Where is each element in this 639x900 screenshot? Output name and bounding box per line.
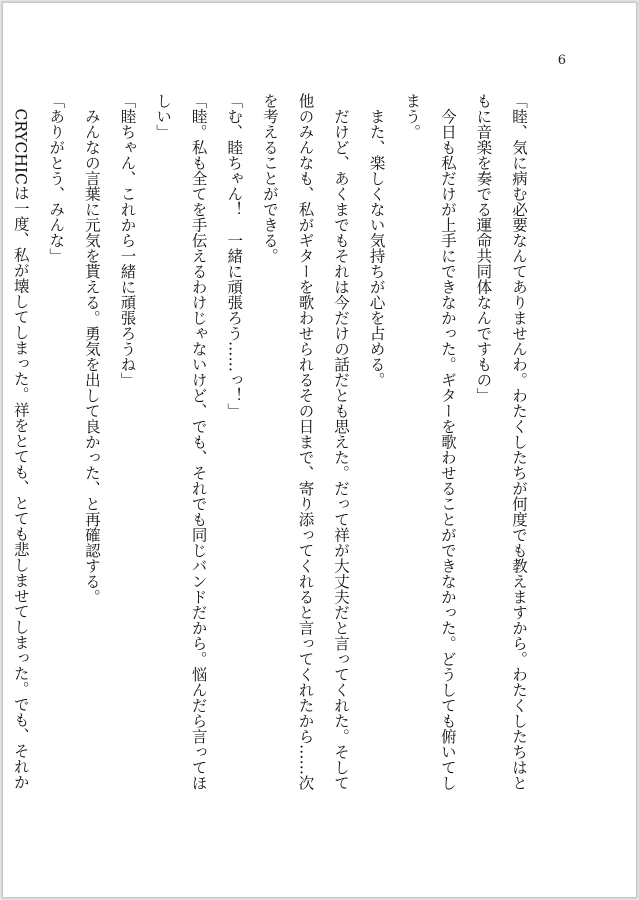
text-line: 他のみんなも、私がギターを歌わせられるその日まで、寄り添ってくれると言ってくれたから……次 [296, 93, 315, 791]
text-line: 「睦。私も全てを手伝えるわけじゃないけど、でも、それでも同じバンドだから。悩んだら言ってほ [189, 93, 208, 791]
text-line: 今日も私だけが上手にできなかった。ギターを歌わせることができなかった。どうしても俯いてし [438, 93, 457, 791]
text-line: まう。 [403, 93, 422, 140]
text-line: だけど、あくまでもそれは今だけの話だとも思えた。だって祥が大丈夫だと言ってくれた。そして [332, 93, 351, 791]
text-line: CRYCHICは一度、私が壊してしまった。祥をとても、とても悲しませてしまった。でも、それか [11, 93, 30, 790]
text-line: もに音楽を奏でる運命共同体なんですもの」 [474, 93, 493, 403]
text-line: 「ありがとう、みんな」 [47, 93, 66, 264]
text-line: を考えることができる。 [260, 93, 279, 264]
text-line: しい」 [154, 93, 173, 140]
text-line: 「む、睦ちゃん！ 一緒に頑張ろう……っ！」 [225, 93, 244, 419]
page-number: 6 [557, 53, 566, 68]
vertical-text-body [2, 93, 536, 833]
text-line: 「睦ちゃん、これから一緒に頑張ろうね」 [118, 93, 137, 388]
text-line: みんなの言葉に元気を貰える。勇気を出して良かった、と再確認する。 [82, 93, 101, 605]
document-page [2, 2, 637, 898]
text-line: 「睦、気に病む必要なんてありませんわ。わたくしたちが何度でも教えますから。わたくしたちはと [510, 93, 528, 791]
text-line: また、楽しくない気持ちが心を占める。 [367, 93, 386, 388]
